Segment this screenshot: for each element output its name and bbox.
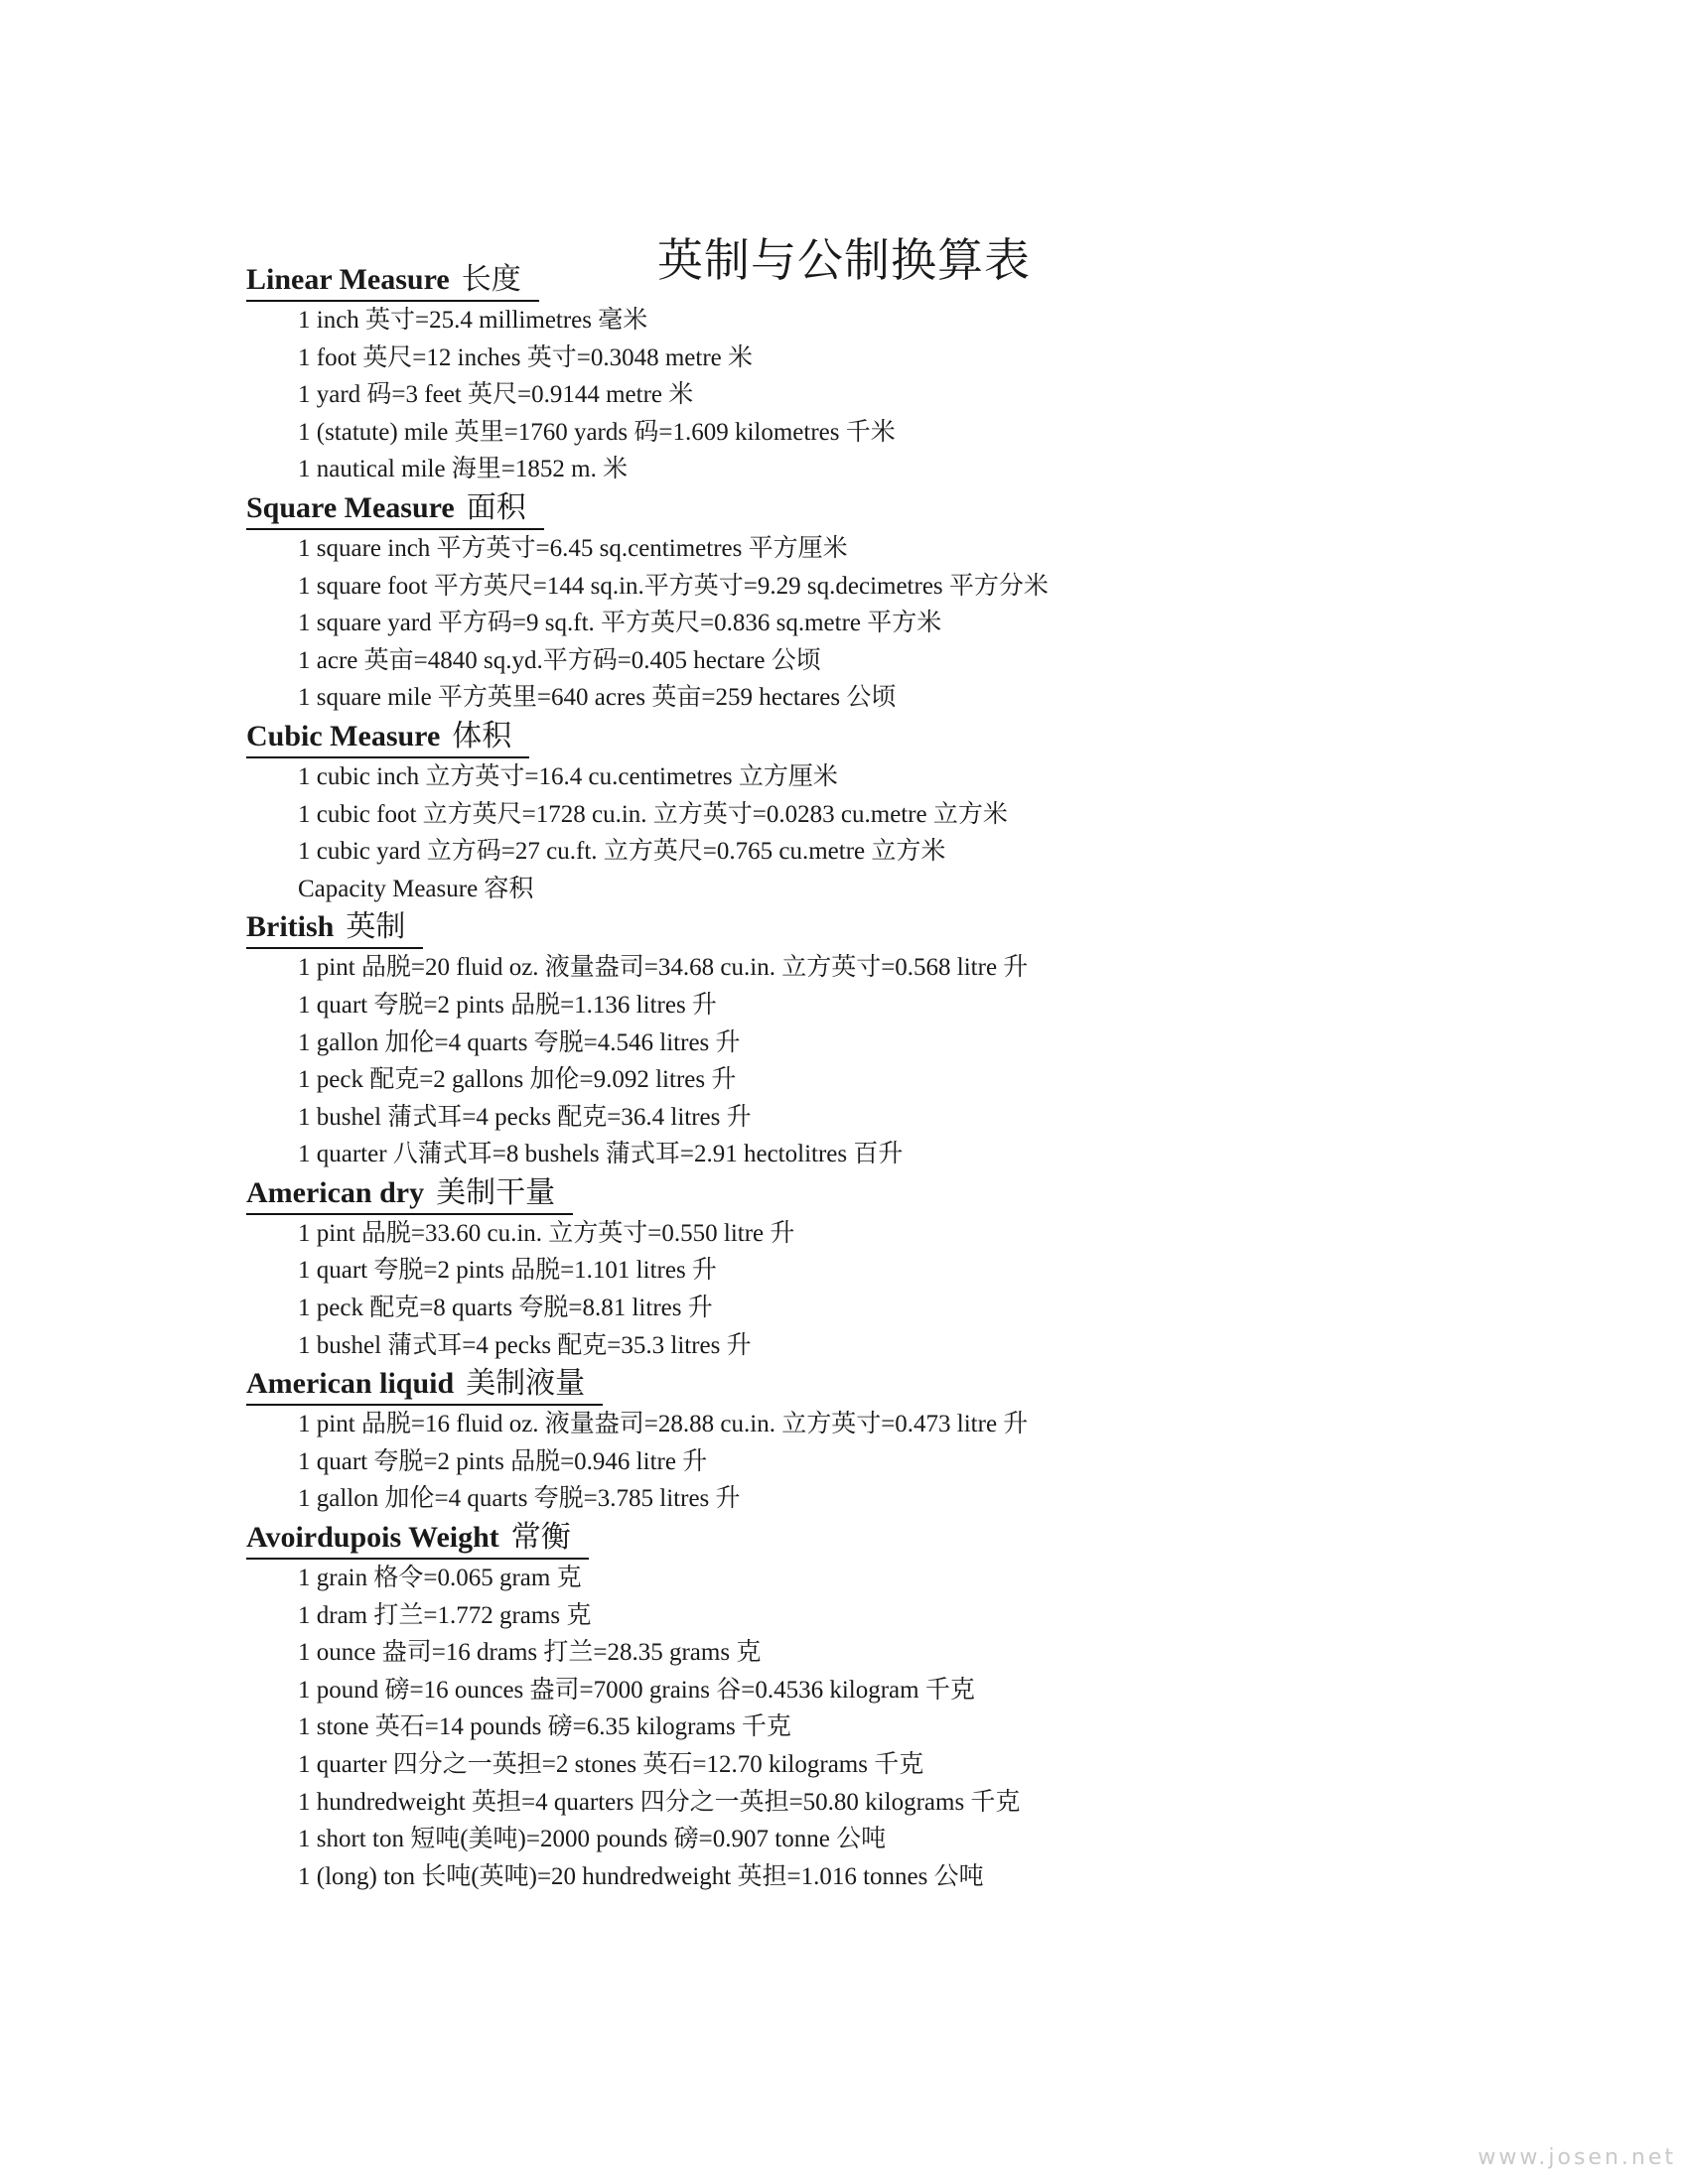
page-title: 英制与公制换算表 [657, 232, 1031, 287]
conversion-table [246, 260, 1537, 1895]
section [246, 1364, 1537, 1518]
conversion-row: 1 quarter 四分之一英担=2 stones 英石=12.70 kilograms 千克 [298, 1751, 924, 1778]
conversion-row: 1 ounce 盎司=16 drams 打兰=28.35 grams 克 [298, 1639, 762, 1667]
conversion-row: 1 quart 夸脱=2 pints 品脱=1.101 litres 升 [298, 1257, 717, 1285]
section-heading-cn: 常衡 [510, 1521, 571, 1555]
section [246, 1518, 1537, 1895]
conversion-row: 1 foot 英尺=12 inches 英寸=0.3048 metre 米 [298, 343, 753, 371]
section-heading-cn: 面积 [466, 490, 526, 524]
conversion-row: 1 gallon 加伦=4 quarts 夸脱=4.546 litres 升 [298, 1028, 741, 1056]
section-heading [246, 488, 544, 530]
section-heading [246, 1364, 603, 1406]
section [246, 717, 1537, 907]
section-heading [246, 260, 539, 302]
conversion-row: 1 (statute) mile 英里=1760 yards 码=1.609 kilometres 千米 [298, 418, 896, 446]
conversion-row: 1 square yard 平方码=9 sq.ft. 平方英尺=0.836 sq.metre 平方米 [298, 610, 942, 637]
conversion-row: 1 gallon 加伦=4 quarts 夸脱=3.785 litres 升 [298, 1485, 741, 1513]
section-heading-cn: 美制液量 [466, 1367, 586, 1401]
section-heading-en: Square Measure [246, 490, 455, 524]
conversion-row: 1 square inch 平方英寸=6.45 sq.centimetres 平方厘米 [298, 534, 848, 562]
conversion-row: 1 grain 格令=0.065 gram 克 [298, 1565, 582, 1592]
section-heading-cn: 长度 [461, 263, 521, 296]
section-heading-en: Cubic Measure [246, 719, 441, 752]
conversion-row: 1 cubic inch 立方英寸=16.4 cu.centimetres 立方厘米 [298, 762, 838, 790]
conversion-row: 1 quart 夸脱=2 pints 品脱=0.946 litre 升 [298, 1447, 708, 1475]
section [246, 488, 1537, 717]
conversion-row: 1 stone 英石=14 pounds 磅=6.35 kilograms 千克 [298, 1713, 791, 1741]
conversion-row: 1 peck 配克=8 quarts 夸脱=8.81 litres 升 [298, 1295, 713, 1322]
section-heading [246, 1518, 589, 1560]
conversion-row: 1 pint 品脱=20 fluid oz. 液量盎司=34.68 cu.in. 立方英寸=0.568 litre 升 [298, 954, 1029, 982]
conversion-row: 1 pint 品脱=33.60 cu.in. 立方英寸=0.550 litre 升 [298, 1219, 795, 1247]
section [246, 260, 1537, 488]
conversion-row: 1 hundredweight 英担=4 quarters 四分之一英担=50.80 kilograms 千克 [298, 1788, 1021, 1816]
conversion-row: 1 quart 夸脱=2 pints 品脱=1.136 litres 升 [298, 991, 717, 1019]
section-heading [246, 1173, 573, 1215]
conversion-row: 1 cubic yard 立方码=27 cu.ft. 立方英尺=0.765 cu.metre 立方米 [298, 838, 946, 866]
conversion-row: 1 short ton 短吨(美吨)=2000 pounds 磅=0.907 tonne 公吨 [298, 1826, 887, 1853]
section [246, 907, 1537, 1173]
section-heading [246, 717, 529, 758]
conversion-row: 1 dram 打兰=1.772 grams 克 [298, 1601, 592, 1629]
section-heading-cn: 体积 [452, 719, 512, 752]
section-heading-cn: 美制干量 [436, 1175, 556, 1209]
conversion-row: 1 nautical mile 海里=1852 m. 米 [298, 456, 629, 483]
conversion-row: Capacity Measure 容积 [298, 875, 534, 902]
conversion-row: 1 peck 配克=2 gallons 加伦=9.092 litres 升 [298, 1066, 737, 1094]
conversion-row: 1 pint 品脱=16 fluid oz. 液量盎司=28.88 cu.in. 立方英寸=0.473 litre 升 [298, 1411, 1029, 1438]
section-heading-en: American dry [246, 1175, 425, 1209]
section-heading [246, 907, 423, 949]
conversion-row: 1 bushel 蒲式耳=4 pecks 配克=36.4 litres 升 [298, 1103, 752, 1131]
section-heading-en: Linear Measure [246, 263, 450, 296]
conversion-row: 1 yard 码=3 feet 英尺=0.9144 metre 米 [298, 381, 694, 409]
conversion-row: 1 bushel 蒲式耳=4 pecks 配克=35.3 litres 升 [298, 1331, 752, 1359]
conversion-row: 1 cubic foot 立方英尺=1728 cu.in. 立方英寸=0.0283 cu.metre 立方米 [298, 800, 1008, 828]
conversion-row: 1 pound 磅=16 ounces 盎司=7000 grains 谷=0.4536 kilogram 千克 [298, 1676, 975, 1704]
watermark: www.josen.net [1477, 2145, 1676, 2170]
section-heading-en: Avoirdupois Weight [246, 1521, 499, 1555]
conversion-row: 1 square mile 平方英里=640 acres 英亩=259 hectares 公顷 [298, 684, 897, 712]
section-heading-cn: 英制 [346, 910, 406, 944]
conversion-row: 1 quarter 八蒲式耳=8 bushels 蒲式耳=2.91 hectolitres 百升 [298, 1141, 904, 1168]
section-heading-en: American liquid [246, 1367, 455, 1401]
section-heading-en: British [246, 910, 335, 944]
conversion-row: 1 square foot 平方英尺=144 sq.in.平方英寸=9.29 sq.decimetres 平方分米 [298, 572, 1049, 600]
conversion-row: 1 acre 英亩=4840 sq.yd.平方码=0.405 hectare 公顷 [298, 646, 821, 674]
conversion-row: 1 inch 英寸=25.4 millimetres 毫米 [298, 307, 648, 334]
section [246, 1173, 1537, 1364]
conversion-row: 1 (long) ton 长吨(英吨)=20 hundredweight 英担=1.016 tonnes 公吨 [298, 1862, 984, 1890]
